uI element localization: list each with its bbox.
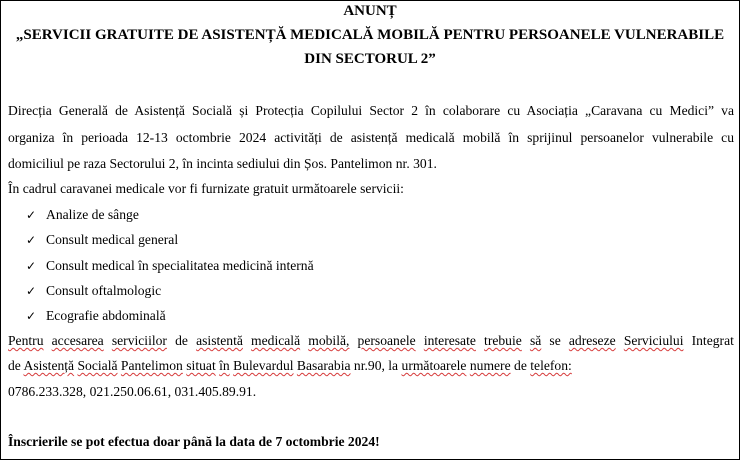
registration-deadline: Înscrierile se pot efectua doar până la data de 7 octombrie 2024! bbox=[8, 434, 380, 449]
service-list-item bbox=[26, 282, 161, 300]
announcement-title-line-2: DIN SECTORUL 2” bbox=[304, 51, 436, 67]
contact-word: medicală bbox=[251, 333, 301, 348]
services-intro: În cadrul caravanei medicale vor fi furnizate gratuit următoarele servicii: bbox=[8, 181, 404, 196]
checkmark-icon: ✓ bbox=[26, 309, 37, 323]
contact-word: Pentru bbox=[8, 333, 44, 348]
contact-line-1 bbox=[8, 332, 734, 349]
intro-line-1: Direcția Generală de Asistență Socială și Protecția Copilului Sector 2 în colaborare cu Asociația „Caravana cu Medici” va bbox=[8, 103, 734, 118]
service-label: Consult oftalmologic bbox=[46, 283, 162, 298]
service-list-item bbox=[26, 307, 166, 325]
contact-word: trebuie bbox=[484, 333, 522, 348]
contact-word: persoanele bbox=[357, 333, 416, 348]
contact-word: în bbox=[219, 358, 230, 373]
service-label: Consult medical în specialitatea medicină internă bbox=[46, 258, 314, 273]
contact-word: Integrat bbox=[691, 333, 734, 348]
contact-word: accesarea bbox=[51, 333, 104, 348]
intro-line-2: organiza în perioada 12-13 octombrie 2024 activități de asistență medicală mobilă în sprijinul persoanelor vulnerabile cu bbox=[8, 130, 734, 145]
contact-word: Pantelimon bbox=[120, 358, 183, 373]
contact-word: Basarabia bbox=[296, 358, 351, 373]
service-list-item bbox=[26, 206, 139, 224]
contact-word: următoarele bbox=[401, 358, 467, 373]
contact-word: asistentă bbox=[196, 333, 243, 348]
service-label: Ecografie abdominală bbox=[46, 308, 166, 323]
phone-numbers: 0786.233.328, 021.250.06.61, 031.405.89.91. bbox=[8, 384, 257, 399]
announcement-title-line-1: „SERVICII GRATUITE DE ASISTENȚĂ MEDICALĂ MOBILĂ PENTRU PERSOANELE VULNERABILE bbox=[15, 27, 725, 43]
service-label: Consult medical general bbox=[46, 232, 179, 247]
checkmark-icon: ✓ bbox=[26, 233, 37, 247]
contact-word: se bbox=[549, 333, 561, 348]
contact-line-2 bbox=[8, 357, 734, 374]
contact-word: nr.90, la bbox=[353, 358, 399, 373]
announcement-label: ANUNȚ bbox=[343, 3, 397, 19]
service-list-item bbox=[26, 231, 178, 249]
contact-word: Bulevardul bbox=[233, 358, 294, 373]
contact-word: să bbox=[529, 333, 542, 348]
checkmark-icon: ✓ bbox=[26, 208, 37, 222]
contact-word: de bbox=[175, 333, 188, 348]
contact-word: adreseze bbox=[568, 333, 616, 348]
contact-word: interesate bbox=[423, 333, 476, 348]
service-list-item bbox=[26, 257, 314, 275]
contact-word: mobilă, bbox=[308, 333, 350, 348]
checkmark-icon: ✓ bbox=[26, 284, 37, 298]
contact-word: Asistență bbox=[23, 358, 75, 373]
contact-word: situat bbox=[186, 358, 216, 373]
checkmark-icon: ✓ bbox=[26, 259, 37, 273]
contact-word: Serviciului bbox=[623, 333, 684, 348]
contact-word: de bbox=[8, 358, 21, 373]
contact-word: de bbox=[514, 358, 527, 373]
contact-word: telefon: bbox=[530, 358, 572, 373]
contact-word: serviciilor bbox=[111, 333, 167, 348]
service-label: Analize de sânge bbox=[46, 207, 139, 222]
contact-word: numere bbox=[469, 358, 511, 373]
intro-line-3: domiciliul pe raza Sectorului 2, în incinta sediului din Șos. Pantelimon nr. 301. bbox=[8, 156, 437, 171]
contact-word: Socială bbox=[77, 358, 118, 373]
